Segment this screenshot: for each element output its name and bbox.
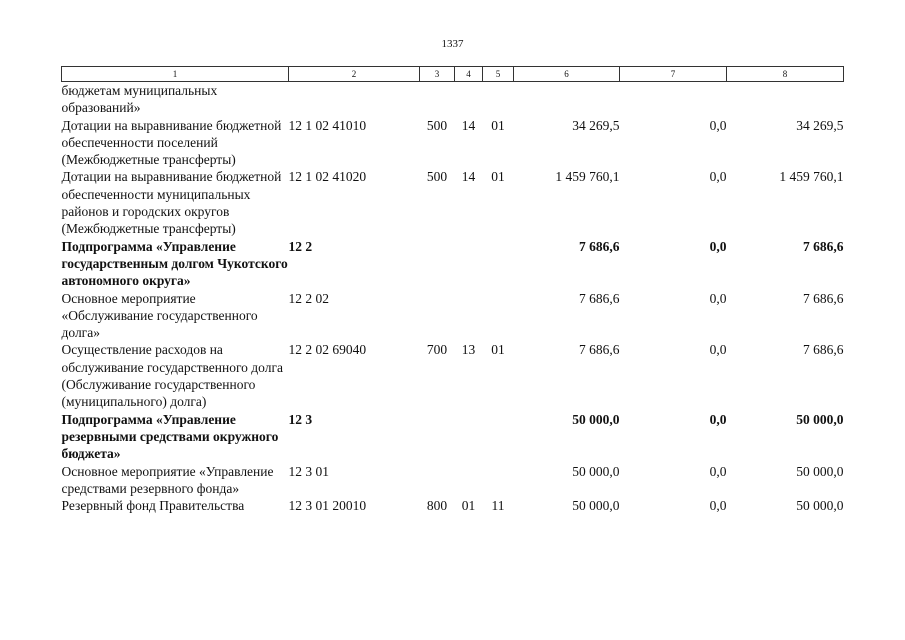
row-col5 bbox=[483, 411, 514, 463]
row-value-8 bbox=[727, 82, 844, 117]
row-col4: 01 bbox=[461, 498, 476, 514]
row-value-7: 0,0 bbox=[709, 290, 727, 306]
row-value-8: 50 000,0 bbox=[796, 463, 844, 479]
row-col3 bbox=[420, 82, 455, 117]
row-name: Осуществление расходов на обслуживание государственного долга (Обслуживание государственного (муниципального) долга) bbox=[61, 342, 283, 410]
row-name: Основное мероприятие «Управление средствами резервного фонда» bbox=[61, 463, 274, 496]
row-value-7: 0,0 bbox=[709, 117, 727, 133]
row-name: Подпрограмма «Управление резервными средствами окружного бюджета» bbox=[61, 411, 279, 462]
subprogram-row bbox=[62, 238, 844, 290]
row-value-6: 50 000,0 bbox=[572, 411, 620, 427]
row-value-7: 0,0 bbox=[709, 342, 727, 358]
row-col4 bbox=[455, 463, 483, 498]
column-header: 8 bbox=[727, 67, 844, 82]
table-row bbox=[62, 463, 844, 498]
row-col3: 500 bbox=[426, 169, 448, 185]
column-header: 3 bbox=[420, 67, 455, 82]
column-number-header bbox=[62, 67, 844, 82]
row-value-6: 50 000,0 bbox=[572, 498, 620, 514]
row-value-8: 50 000,0 bbox=[796, 498, 844, 514]
row-col3 bbox=[420, 463, 455, 498]
row-col5 bbox=[483, 238, 514, 290]
row-col4: 14 bbox=[461, 169, 476, 185]
row-col4 bbox=[455, 411, 483, 463]
row-code: 12 3 bbox=[288, 411, 313, 427]
row-code: 12 2 02 bbox=[288, 290, 329, 306]
row-name: бюджетам муниципальных образований» bbox=[61, 83, 218, 116]
column-header: 4 bbox=[455, 67, 483, 82]
row-col5: 01 bbox=[491, 117, 505, 133]
row-value-7: 0,0 bbox=[709, 238, 727, 254]
row-value-7: 0,0 bbox=[709, 463, 727, 479]
row-value-6: 1 459 760,1 bbox=[555, 169, 620, 185]
row-col5 bbox=[483, 290, 514, 342]
row-col5 bbox=[483, 463, 514, 498]
row-value-7: 0,0 bbox=[709, 498, 727, 514]
row-code: 12 1 02 41020 bbox=[288, 169, 367, 185]
row-col3 bbox=[420, 238, 455, 290]
row-value-8: 7 686,6 bbox=[803, 342, 844, 358]
row-value-6: 7 686,6 bbox=[579, 290, 620, 306]
column-header: 2 bbox=[289, 67, 420, 82]
row-value-8: 50 000,0 bbox=[796, 411, 844, 427]
row-name: Подпрограмма «Управление государственным долгом Чукотского автономного округа» bbox=[61, 238, 288, 289]
table-row bbox=[62, 497, 844, 514]
column-header: 7 bbox=[620, 67, 727, 82]
row-code: 12 2 bbox=[288, 238, 313, 254]
subprogram-row bbox=[62, 411, 844, 463]
column-header: 5 bbox=[483, 67, 514, 82]
row-col3: 700 bbox=[426, 342, 448, 358]
row-code: 12 3 01 bbox=[288, 463, 329, 479]
row-col5: 01 bbox=[491, 342, 505, 358]
row-value-6: 50 000,0 bbox=[572, 463, 620, 479]
row-value-8: 7 686,6 bbox=[803, 238, 844, 254]
row-value-8: 7 686,6 bbox=[803, 290, 844, 306]
page-number: 1337 bbox=[441, 38, 464, 50]
row-col4 bbox=[455, 82, 483, 117]
column-header: 1 bbox=[62, 67, 289, 82]
row-col3 bbox=[420, 290, 455, 342]
row-col4: 13 bbox=[461, 342, 476, 358]
row-col5: 01 bbox=[491, 169, 505, 185]
table-row bbox=[62, 341, 844, 410]
row-col3 bbox=[420, 411, 455, 463]
row-col4 bbox=[455, 290, 483, 342]
table-row bbox=[62, 82, 844, 117]
row-col4 bbox=[455, 238, 483, 290]
row-value-6: 34 269,5 bbox=[572, 117, 620, 133]
row-name: Резервный фонд Правительства bbox=[61, 498, 245, 514]
row-code: 12 2 02 69040 bbox=[288, 342, 367, 358]
row-value-7: 0,0 bbox=[709, 169, 727, 185]
row-col3: 500 bbox=[426, 117, 448, 133]
table-row bbox=[62, 290, 844, 342]
table-row bbox=[62, 117, 844, 169]
table-row bbox=[62, 168, 844, 237]
row-col4: 14 bbox=[461, 117, 476, 133]
row-code bbox=[289, 82, 420, 117]
row-code: 12 1 02 41010 bbox=[288, 117, 367, 133]
row-col5: 11 bbox=[491, 498, 505, 514]
row-col5 bbox=[483, 82, 514, 117]
budget-table bbox=[61, 66, 844, 514]
row-col3: 800 bbox=[426, 498, 448, 514]
column-header: 6 bbox=[514, 67, 620, 82]
row-code: 12 3 01 20010 bbox=[288, 498, 367, 514]
row-value-8: 34 269,5 bbox=[796, 117, 844, 133]
row-value-7 bbox=[620, 82, 727, 117]
row-value-7: 0,0 bbox=[709, 411, 727, 427]
row-value-8: 1 459 760,1 bbox=[779, 169, 844, 185]
row-name: Основное мероприятие «Обслуживание государственного долга» bbox=[61, 290, 258, 341]
row-value-6: 7 686,6 bbox=[579, 238, 620, 254]
row-value-6 bbox=[514, 82, 620, 117]
row-name: Дотации на выравнивание бюджетной обеспеченности поселений (Межбюджетные трансферты) bbox=[61, 117, 282, 168]
row-name: Дотации на выравнивание бюджетной обеспеченности муниципальных районов и городских округов (Межбюджетные трансферты) bbox=[61, 169, 282, 237]
row-value-6: 7 686,6 bbox=[579, 342, 620, 358]
